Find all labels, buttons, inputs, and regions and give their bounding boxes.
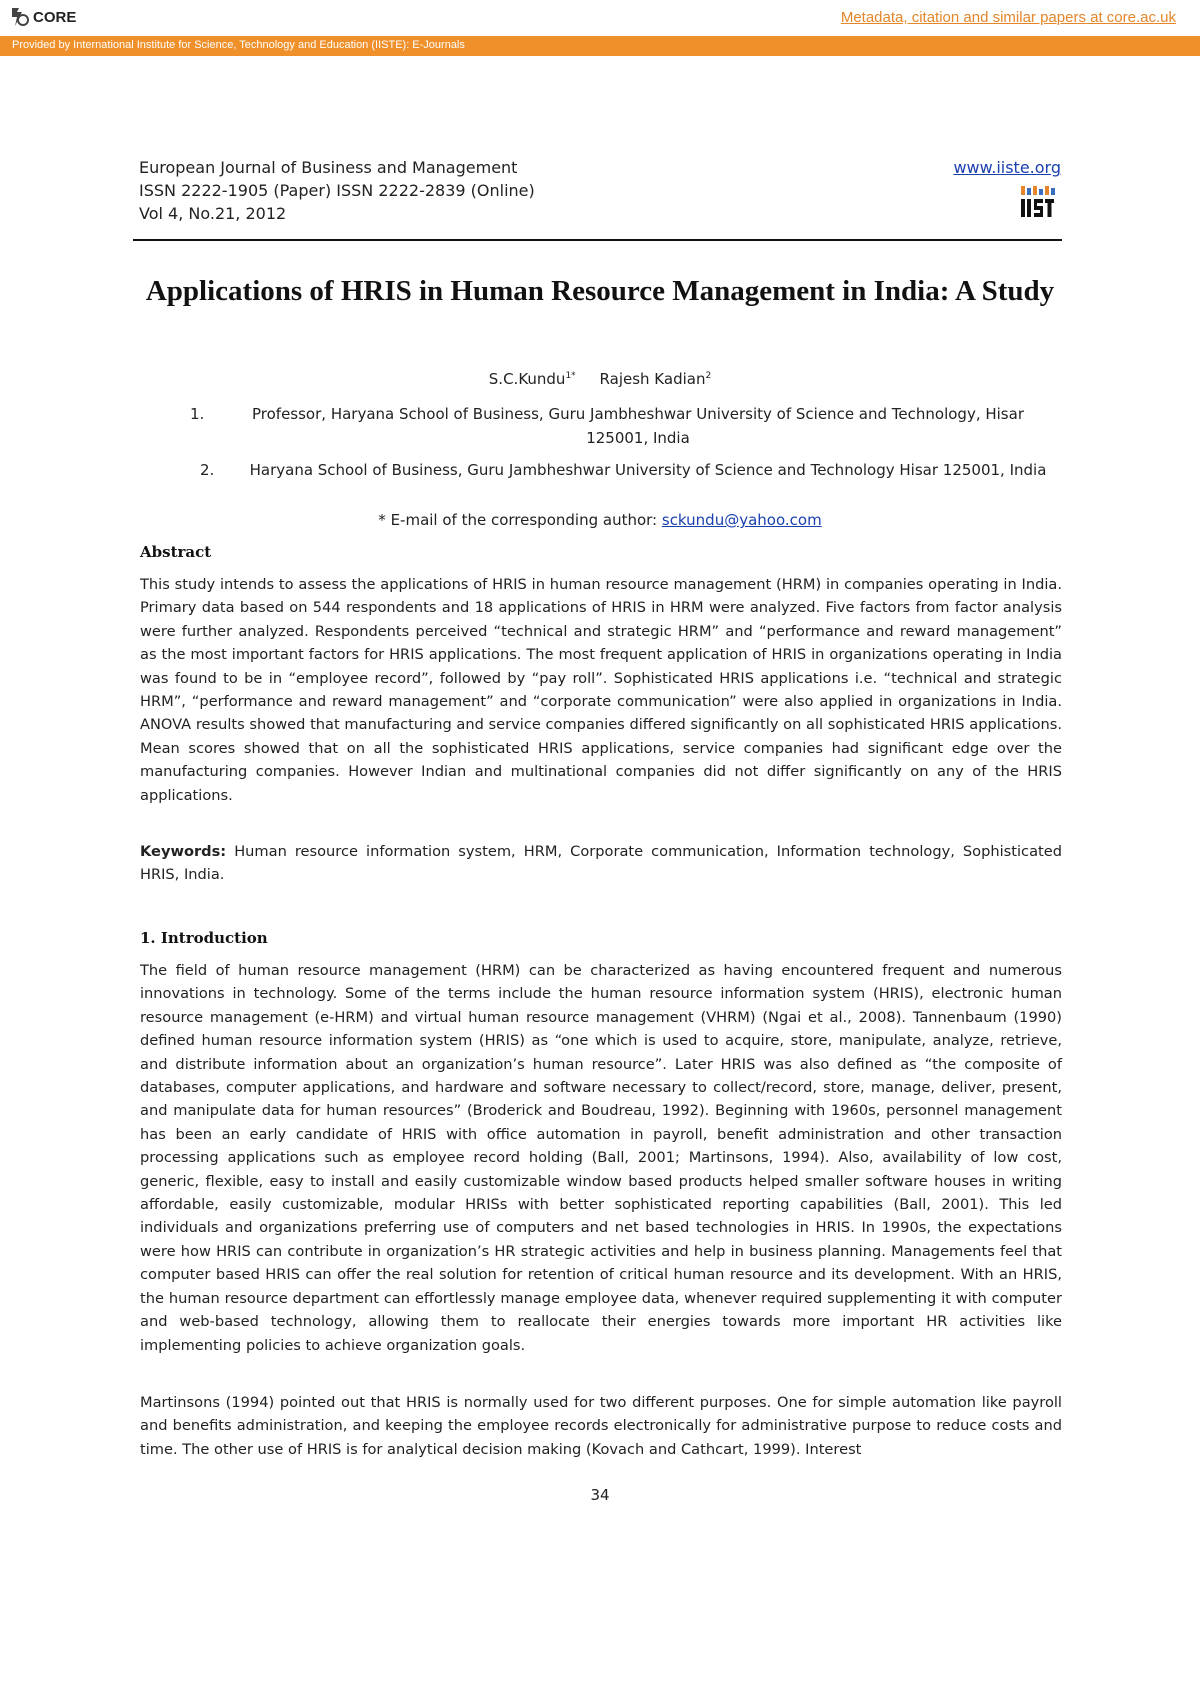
abstract-text: This study intends to assess the applications of HRIS in human resource management (HRM) in companies operating in India. Primary data based on 544 respondents and 18 applications of HRIS in HRM were analyzed. Five factors from factor analysis were further analyzed. Respondents perceived “technical and strategic HRM” and “performance and reward management” as the most important factors for HRIS applications. The most frequent application of HRIS in organizations operating in India was found to be in “employee record”, followed by “pay roll”. Sophisticated HRIS applications i.e. “technical and strategic HRM”, “performance and reward management” and “corporate communication” were also applied in organizations in India. ANOVA results showed that manufacturing and service companies differed significantly on all sophisticated HRIS applications. Mean scores showed that on all the sophisticated HRIS applications, service companies had significant edge over the manufacturing companies. However Indian and multinational companies did not differ significantly on any of the HRIS applications. (140, 576, 1062, 804)
affiliation-1 (190, 402, 1050, 450)
affiliation-1-num: 1. (190, 405, 205, 423)
affiliation-2-text: Haryana School of Business, Guru Jambheshwar University of Science and Technology Hisar 125001, India (249, 461, 1047, 479)
keywords-label: Keywords: (140, 843, 227, 860)
authors-line (130, 370, 1070, 388)
journal-issn: ISSN 2222-1905 (Paper) ISSN 2222-2839 (Online) (139, 181, 535, 200)
introduction-heading: 1. Introduction (140, 929, 268, 947)
keywords-text: Human resource information system, HRM, Corporate communication, Information technology, Sophisticated HRIS, India. (140, 843, 1062, 884)
abstract-heading: Abstract (140, 543, 212, 561)
provided-by-text[interactable]: Provided by International Institute for Science, Technology and Education (IISTE): E-Journals (12, 39, 465, 51)
provided-by-bar (0, 36, 1200, 56)
core-logo-icon (8, 6, 30, 28)
affiliation-2-num: 2. (200, 461, 215, 479)
introduction-paragraph-2: Martinsons (1994) pointed out that HRIS is normally used for two different purposes. One for simple automation like payroll and benefits administration, and keeping the employee records electronically for administrative purpose to reduce costs and time. The other use of HRIS is for analytical decision making (Kovach and Cathcart, 1999). Interest (140, 1394, 1062, 1458)
journal-header (139, 156, 1061, 225)
page-number: 34 (590, 1486, 610, 1504)
iiste-logo-icon (1019, 184, 1059, 224)
introduction-paragraph-1: The field of human resource management (HRM) can be characterized as having encountered frequent and numerous innovations in technology. Some of the terms include the human resource information system (HRIS), electronic human resource management (e-HRM) and virtual human resource management (VHRM) (Ngai et al., 2008). Tannenbaum (1990) defined human resource information system (HRIS) as “one which is used to acquire, store, manipulate, analyze, retrieve, and distribute information about an organization’s human resource”. Later HRIS was also defined as “the composite of databases, computer applications, and hardware and software necessary to collect/record, store, manage, deliver, present, and manipulate data for human resources” (Broderick and Boudreau, 1992). Beginning with 1960s, personnel management has been an early candidate of HRIS with office automation in payroll, benefit administration and other transaction processing applications such as employee record holding (Ball, 2001; Martinsons, 1994). Also, availability of low cost, generic, flexible, easy to install and easily customizable window based products helped smaller software houses in writing affordable, easily customizable, modular HRISs with better sophisticated reporting capabilities (Ball, 2001). This led individuals and organizations preferring use of computers and net based technologies in HRIS. In 1990s, the expectations were how HRIS can contribute in organization’s HR strategic activities and help in business planning. Managements feel that computer based HRIS can offer the real solution for retention of critical human resource and its development. With an HRIS, the human resource department can effortlessly manage employee data, whenever required supplementing it with computer and web-based technology, allowing them to reallocate their energies towards more important HR activities like implementing policies to achieve organization goals. (140, 962, 1062, 1354)
journal-url-link[interactable]: www.iiste.org (953, 158, 1061, 177)
keywords-paragraph (140, 840, 1062, 887)
journal-volume: Vol 4, No.21, 2012 (139, 204, 287, 223)
core-logo-text: CORE (33, 8, 77, 26)
email-label: * E-mail of the corresponding author: (378, 511, 658, 529)
header-rule (133, 239, 1062, 241)
affiliation-1-text: Professor, Haryana School of Business, Guru Jambheshwar University of Science and Technology, Hisar 125001, India (252, 405, 1024, 447)
author-2: Rajesh Kadian (599, 370, 706, 388)
journal-name: European Journal of Business and Management (139, 158, 518, 177)
affiliation-2 (200, 458, 1060, 482)
author-1-sup: 1* (565, 371, 576, 381)
paper-title: Applications of HRIS in Human Resource Management in India: A Study (145, 275, 1055, 307)
core-logo[interactable] (8, 6, 76, 28)
core-metadata-link[interactable]: Metadata, citation and similar papers at core.ac.uk (840, 9, 1176, 26)
author-2-sup: 2 (705, 371, 712, 381)
email-link[interactable]: sckundu@yahoo.com (661, 511, 822, 529)
core-header-bar (0, 0, 1200, 36)
author-1: S.C.Kundu (488, 370, 566, 388)
email-line (130, 511, 1070, 529)
